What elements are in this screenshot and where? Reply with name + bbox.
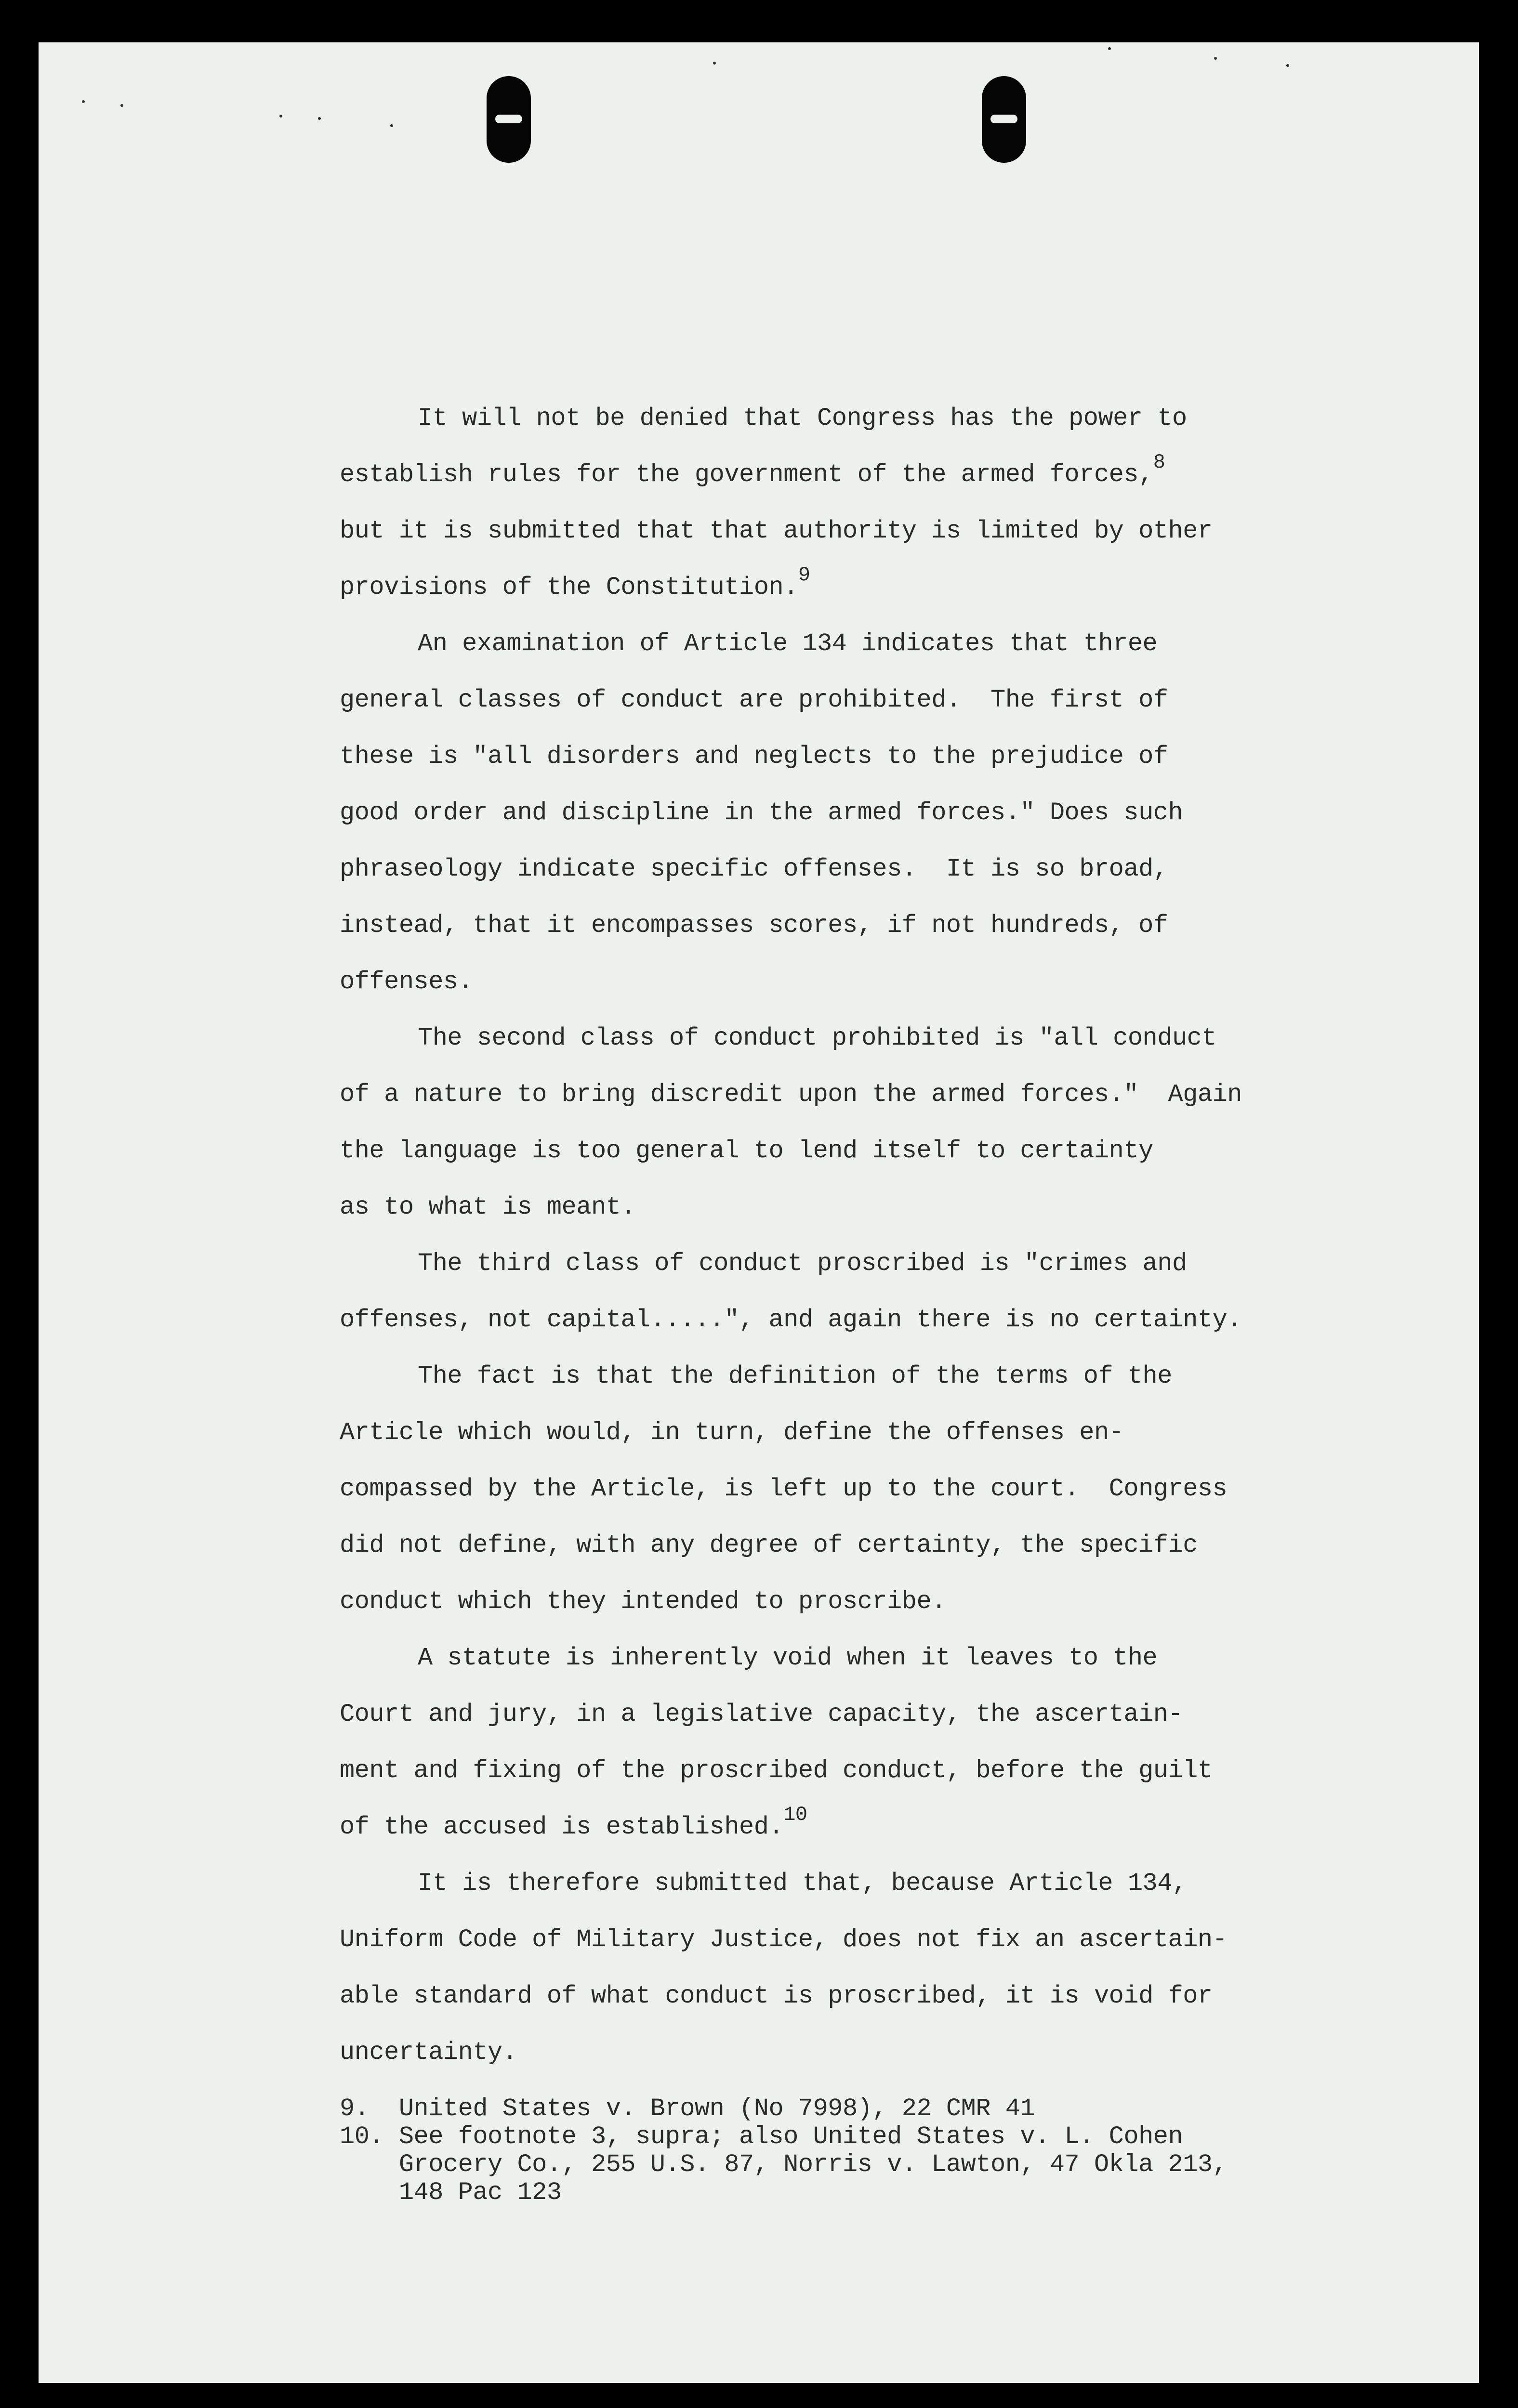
footnote-ref-10: 10 bbox=[783, 1803, 807, 1826]
text-line: The second class of conduct prohibited is "all conduct bbox=[418, 1024, 1217, 1052]
footnote-9: 9. United States v. Brown (No 7998), 22 CMR 41 bbox=[340, 2094, 1035, 2123]
document-page bbox=[39, 42, 1479, 2383]
text-line: It is therefore submitted that, because Article 134, bbox=[418, 1869, 1187, 1898]
scan-speck bbox=[279, 115, 282, 118]
punch-hole-right bbox=[982, 76, 1026, 163]
text-line: phraseology indicate specific offenses. It is so broad, bbox=[340, 855, 1168, 883]
text-line: offenses, not capital.....", and again there is no certainty. bbox=[340, 1306, 1242, 1334]
paragraph-1 bbox=[340, 390, 1303, 615]
text-line: uncertainty. bbox=[340, 2038, 517, 2067]
paragraph-6 bbox=[340, 1630, 1303, 1855]
text-line: of a nature to bring discredit upon the armed forces." Again bbox=[340, 1080, 1242, 1109]
scan-speck bbox=[390, 124, 393, 127]
text-line: The fact is that the definition of the terms of the bbox=[418, 1362, 1172, 1390]
footnote-10-continuation: 148 Pac 123 bbox=[340, 2178, 562, 2207]
scan-speck bbox=[120, 104, 123, 107]
scan-speck bbox=[1214, 57, 1217, 60]
body-text bbox=[340, 390, 1303, 2081]
paragraph-4 bbox=[340, 1235, 1303, 1348]
footnotes bbox=[340, 2095, 1227, 2207]
text-line: conduct which they intended to proscribe. bbox=[340, 1587, 946, 1616]
punch-hole-left bbox=[487, 76, 531, 163]
text-line: Court and jury, in a legislative capacity, the ascertain- bbox=[340, 1700, 1183, 1728]
text-line: An examination of Article 134 indicates that three bbox=[418, 629, 1158, 658]
text-line: the language is too general to lend itself to certainty bbox=[340, 1137, 1153, 1165]
text-line: provisions of the Constitution.$^9$ bbox=[340, 563, 810, 602]
scan-speck bbox=[82, 100, 85, 103]
text-line: ment and fixing of the proscribed conduct, before the guilt bbox=[340, 1756, 1213, 1785]
paragraph-5 bbox=[340, 1348, 1303, 1630]
text-line: compassed by the Article, is left up to the court. Congress bbox=[340, 1475, 1228, 1503]
text-line: Uniform Code of Military Justice, does not fix an ascertain- bbox=[340, 1925, 1228, 1954]
text-line: as to what is meant. bbox=[340, 1193, 636, 1221]
text-line: offenses. bbox=[340, 968, 473, 996]
scan-speck bbox=[318, 117, 321, 120]
text-line: instead, that it encompasses scores, if not hundreds, of bbox=[340, 911, 1168, 940]
footnote-10: 10. See footnote 3, supra; also United States v. L. Cohen bbox=[340, 2122, 1183, 2151]
scan-speck bbox=[1286, 64, 1289, 67]
text-line: Article which would, in turn, define the offenses en- bbox=[340, 1418, 1124, 1447]
scan-speck bbox=[1108, 47, 1111, 50]
footnote-ref-8: 8 bbox=[1153, 451, 1165, 474]
paragraph-3 bbox=[340, 1010, 1303, 1235]
text-line: The third class of conduct proscribed is "crimes and bbox=[418, 1249, 1187, 1278]
text-line: did not define, with any degree of certainty, the specific bbox=[340, 1531, 1198, 1559]
text-line: able standard of what conduct is proscribed, it is void for bbox=[340, 1982, 1213, 2010]
paragraph-7 bbox=[340, 1855, 1303, 2081]
text-line: general classes of conduct are prohibited. The first of bbox=[340, 686, 1168, 714]
text-line: of the accused is established.$^{10}$ bbox=[340, 1803, 807, 1841]
text-line: these is "all disorders and neglects to the prejudice of bbox=[340, 742, 1168, 771]
footnote-ref-9: 9 bbox=[798, 563, 810, 587]
text-line: It will not be denied that Congress has the power to bbox=[418, 404, 1187, 432]
scan-speck bbox=[713, 62, 716, 65]
footnote-10-continuation: Grocery Co., 255 U.S. 87, Norris v. Lawton, 47 Okla 213, bbox=[340, 2150, 1228, 2179]
text-line: A statute is inherently void when it leaves to the bbox=[418, 1644, 1158, 1672]
text-line: but it is submitted that that authority is limited by other bbox=[340, 517, 1213, 545]
paragraph-2 bbox=[340, 615, 1303, 1010]
text-line: establish rules for the government of the armed forces,$^8$ bbox=[340, 451, 1165, 489]
text-line: good order and discipline in the armed forces." Does such bbox=[340, 798, 1183, 827]
